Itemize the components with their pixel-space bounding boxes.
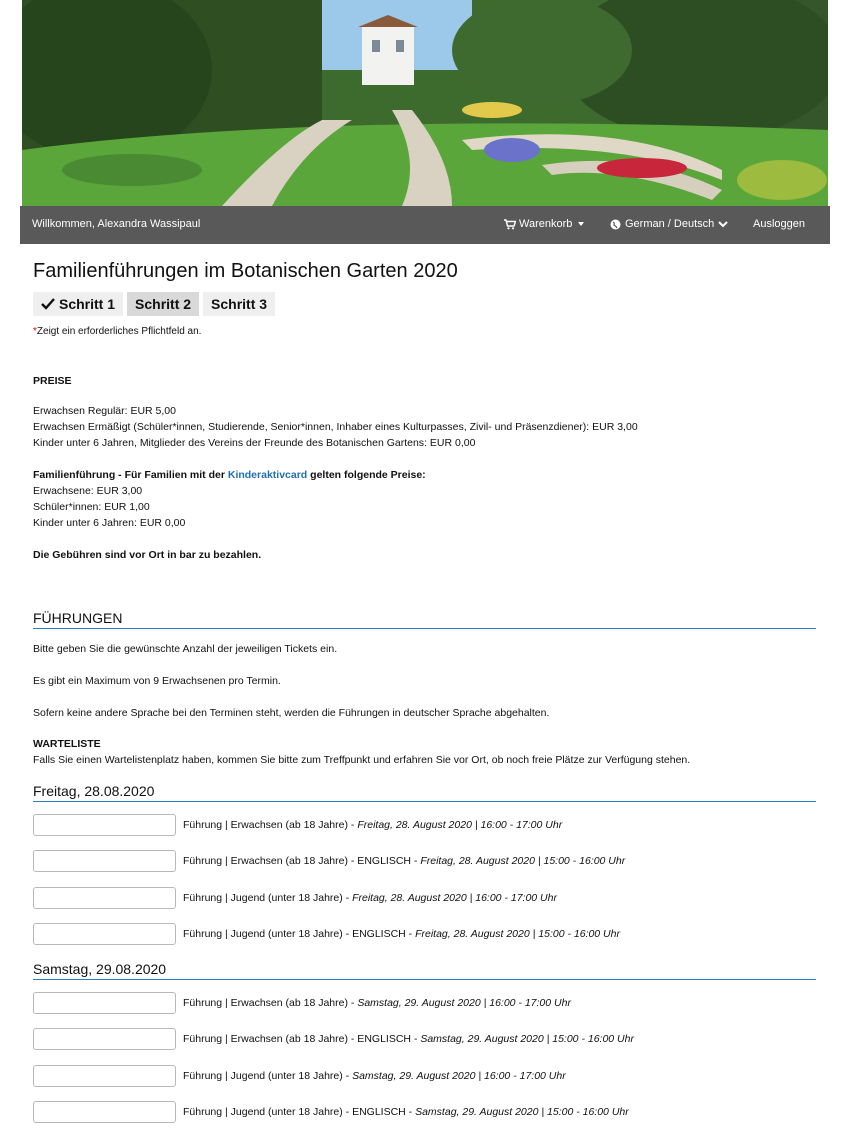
family-prefix: Familienführung - Für Familien mit der: [33, 469, 228, 481]
step-2-label: Schritt 2: [135, 296, 192, 312]
tours-heading: FÜHRUNGEN: [33, 610, 816, 629]
ticket-row: [33, 923, 620, 945]
language-label: German / Deutsch: [625, 218, 715, 230]
ticket-description: [183, 1106, 629, 1118]
required-star: *: [33, 326, 37, 337]
ticket-row: [33, 1065, 566, 1087]
page-title: Familienführungen im Botanischen Garten 2020: [33, 260, 458, 282]
ticket-label: Führung | Erwachsen (ab 18 Jahre) -: [183, 997, 358, 1009]
required-field-note: [33, 326, 201, 337]
step-3[interactable]: [203, 292, 275, 316]
step-3-label: Schritt 3: [211, 296, 268, 312]
ticket-label: Führung | Jugend (unter 18 Jahre) -: [183, 892, 353, 904]
prices-heading: PREISE: [33, 375, 72, 387]
kinderaktivcard-link[interactable]: Kinderaktivcard: [227, 469, 308, 481]
ticket-label: Führung | Jugend (unter 18 Jahre) - ENGLISCH -: [183, 1106, 416, 1118]
step-2[interactable]: [127, 292, 199, 316]
ticket-time: Freitag, 28. August 2020 | 15:00 - 16:00 Uhr: [415, 928, 620, 940]
ticket-description: [183, 928, 620, 940]
price-line: Erwachsen Ermäßigt (Schüler*innen, Studierende, Senior*innen, Inhaber eines Kulturpasses, Zivil- und Präsenzdiener): EUR 3,00: [33, 421, 638, 433]
family-suffix: gelten folgende Preise:: [307, 469, 426, 481]
day-heading-friday: Freitag, 28.08.2020: [33, 783, 816, 802]
ticket-time: Samstag, 29. August 2020 | 15:00 - 16:00 Uhr: [415, 1106, 629, 1118]
hero-garden-image: [22, 0, 828, 206]
required-note-text: Zeigt ein erforderliches Pflichtfeld an.: [36, 326, 202, 337]
tours-info-2: Es gibt ein Maximum von 9 Erwachsenen pro Termin.: [33, 675, 281, 687]
ticket-row: [33, 850, 625, 872]
family-price-line: Kinder unter 6 Jahren: EUR 0,00: [33, 517, 186, 529]
ticket-description: [183, 892, 557, 904]
step-1-label: Schritt 1: [59, 296, 116, 312]
ticket-time: Freitag, 28. August 2020 | 16:00 - 17:00 Uhr: [357, 819, 563, 831]
logout-link[interactable]: Ausloggen: [753, 218, 805, 230]
family-prices: [33, 467, 426, 531]
waitlist-heading: WARTELISTE: [33, 738, 101, 750]
top-nav-bar: [20, 206, 830, 244]
ticket-row: [33, 1028, 634, 1050]
ticket-quantity-input[interactable]: [33, 850, 176, 872]
ticket-label: Führung | Erwachsen (ab 18 Jahre) - ENGLISCH -: [183, 1033, 421, 1045]
waitlist-text: Falls Sie einen Wartelistenplatz haben, kommen Sie bitte zum Treffpunkt und erfahren Sie vor Ort, ob noch freie Plätze zur Verfügung stehen.: [33, 754, 691, 766]
ticket-quantity-input[interactable]: [33, 1065, 176, 1087]
ticket-row: [33, 992, 571, 1014]
ticket-description: [183, 855, 625, 867]
step-1[interactable]: [33, 292, 123, 316]
ticket-row: [33, 887, 557, 909]
ticket-description: [183, 1033, 634, 1045]
price-line: Erwachsen Regulär: EUR 5,00: [33, 405, 176, 417]
caret-down-icon: [578, 222, 584, 226]
ticket-quantity-input[interactable]: [33, 1101, 176, 1123]
ticket-description: [183, 1070, 566, 1082]
family-prices-heading: [33, 467, 426, 483]
welcome-text: Willkommen, Alexandra Wassipaul: [32, 218, 201, 230]
ticket-time: Samstag, 29. August 2020 | 16:00 - 17:00 Uhr: [357, 997, 571, 1009]
ticket-quantity-input[interactable]: [33, 992, 176, 1014]
ticket-quantity-input[interactable]: [33, 923, 176, 945]
tours-info-1: Bitte geben Sie die gewünschte Anzahl der jeweiligen Tickets ein.: [33, 643, 338, 655]
ticket-description: [183, 819, 562, 831]
price-line: Kinder unter 6 Jahren, Mitglieder des Vereins der Freunde des Botanischen Gartens: EUR 0,00: [33, 437, 476, 449]
language-selector[interactable]: [610, 218, 728, 230]
ticket-time: Freitag, 28. August 2020 | 15:00 - 16:00 Uhr: [420, 855, 626, 867]
chevron-down-icon: [718, 220, 728, 228]
day-heading-saturday: Samstag, 29.08.2020: [33, 961, 816, 980]
ticket-quantity-input[interactable]: [33, 814, 176, 836]
fees-note: Die Gebühren sind vor Ort in bar zu bezahlen.: [33, 549, 262, 561]
ticket-quantity-input[interactable]: [33, 887, 176, 909]
cart-label: Warenkorb: [519, 218, 573, 230]
cart-dropdown[interactable]: [504, 218, 584, 230]
ticket-label: Führung | Erwachsen (ab 18 Jahre) -: [183, 819, 358, 831]
prices-list: [33, 403, 638, 451]
cart-icon: [504, 219, 516, 230]
ticket-time: Freitag, 28. August 2020 | 16:00 - 17:00 Uhr: [352, 892, 557, 904]
ticket-label: Führung | Jugend (unter 18 Jahre) - ENGLISCH -: [183, 928, 416, 940]
ticket-quantity-input[interactable]: [33, 1028, 176, 1050]
ticket-description: [183, 997, 571, 1009]
ticket-row: [33, 1101, 629, 1123]
tours-info-3: Sofern keine andere Sprache bei den Terminen steht, werden die Führungen in deutscher Sprache abgehalten.: [33, 707, 550, 719]
ticket-label: Führung | Jugend (unter 18 Jahre) -: [183, 1070, 353, 1082]
globe-icon: [610, 219, 621, 230]
check-icon: [41, 298, 55, 310]
ticket-row: [33, 814, 562, 836]
ticket-time: Samstag, 29. August 2020 | 16:00 - 17:00 Uhr: [352, 1070, 566, 1082]
ticket-label: Führung | Erwachsen (ab 18 Jahre) - ENGLISCH -: [183, 855, 421, 867]
step-indicator: [33, 292, 275, 316]
ticket-time: Samstag, 29. August 2020 | 15:00 - 16:00 Uhr: [420, 1033, 634, 1045]
family-price-line: Schüler*innen: EUR 1,00: [33, 501, 150, 513]
family-price-line: Erwachsene: EUR 3,00: [33, 485, 143, 497]
